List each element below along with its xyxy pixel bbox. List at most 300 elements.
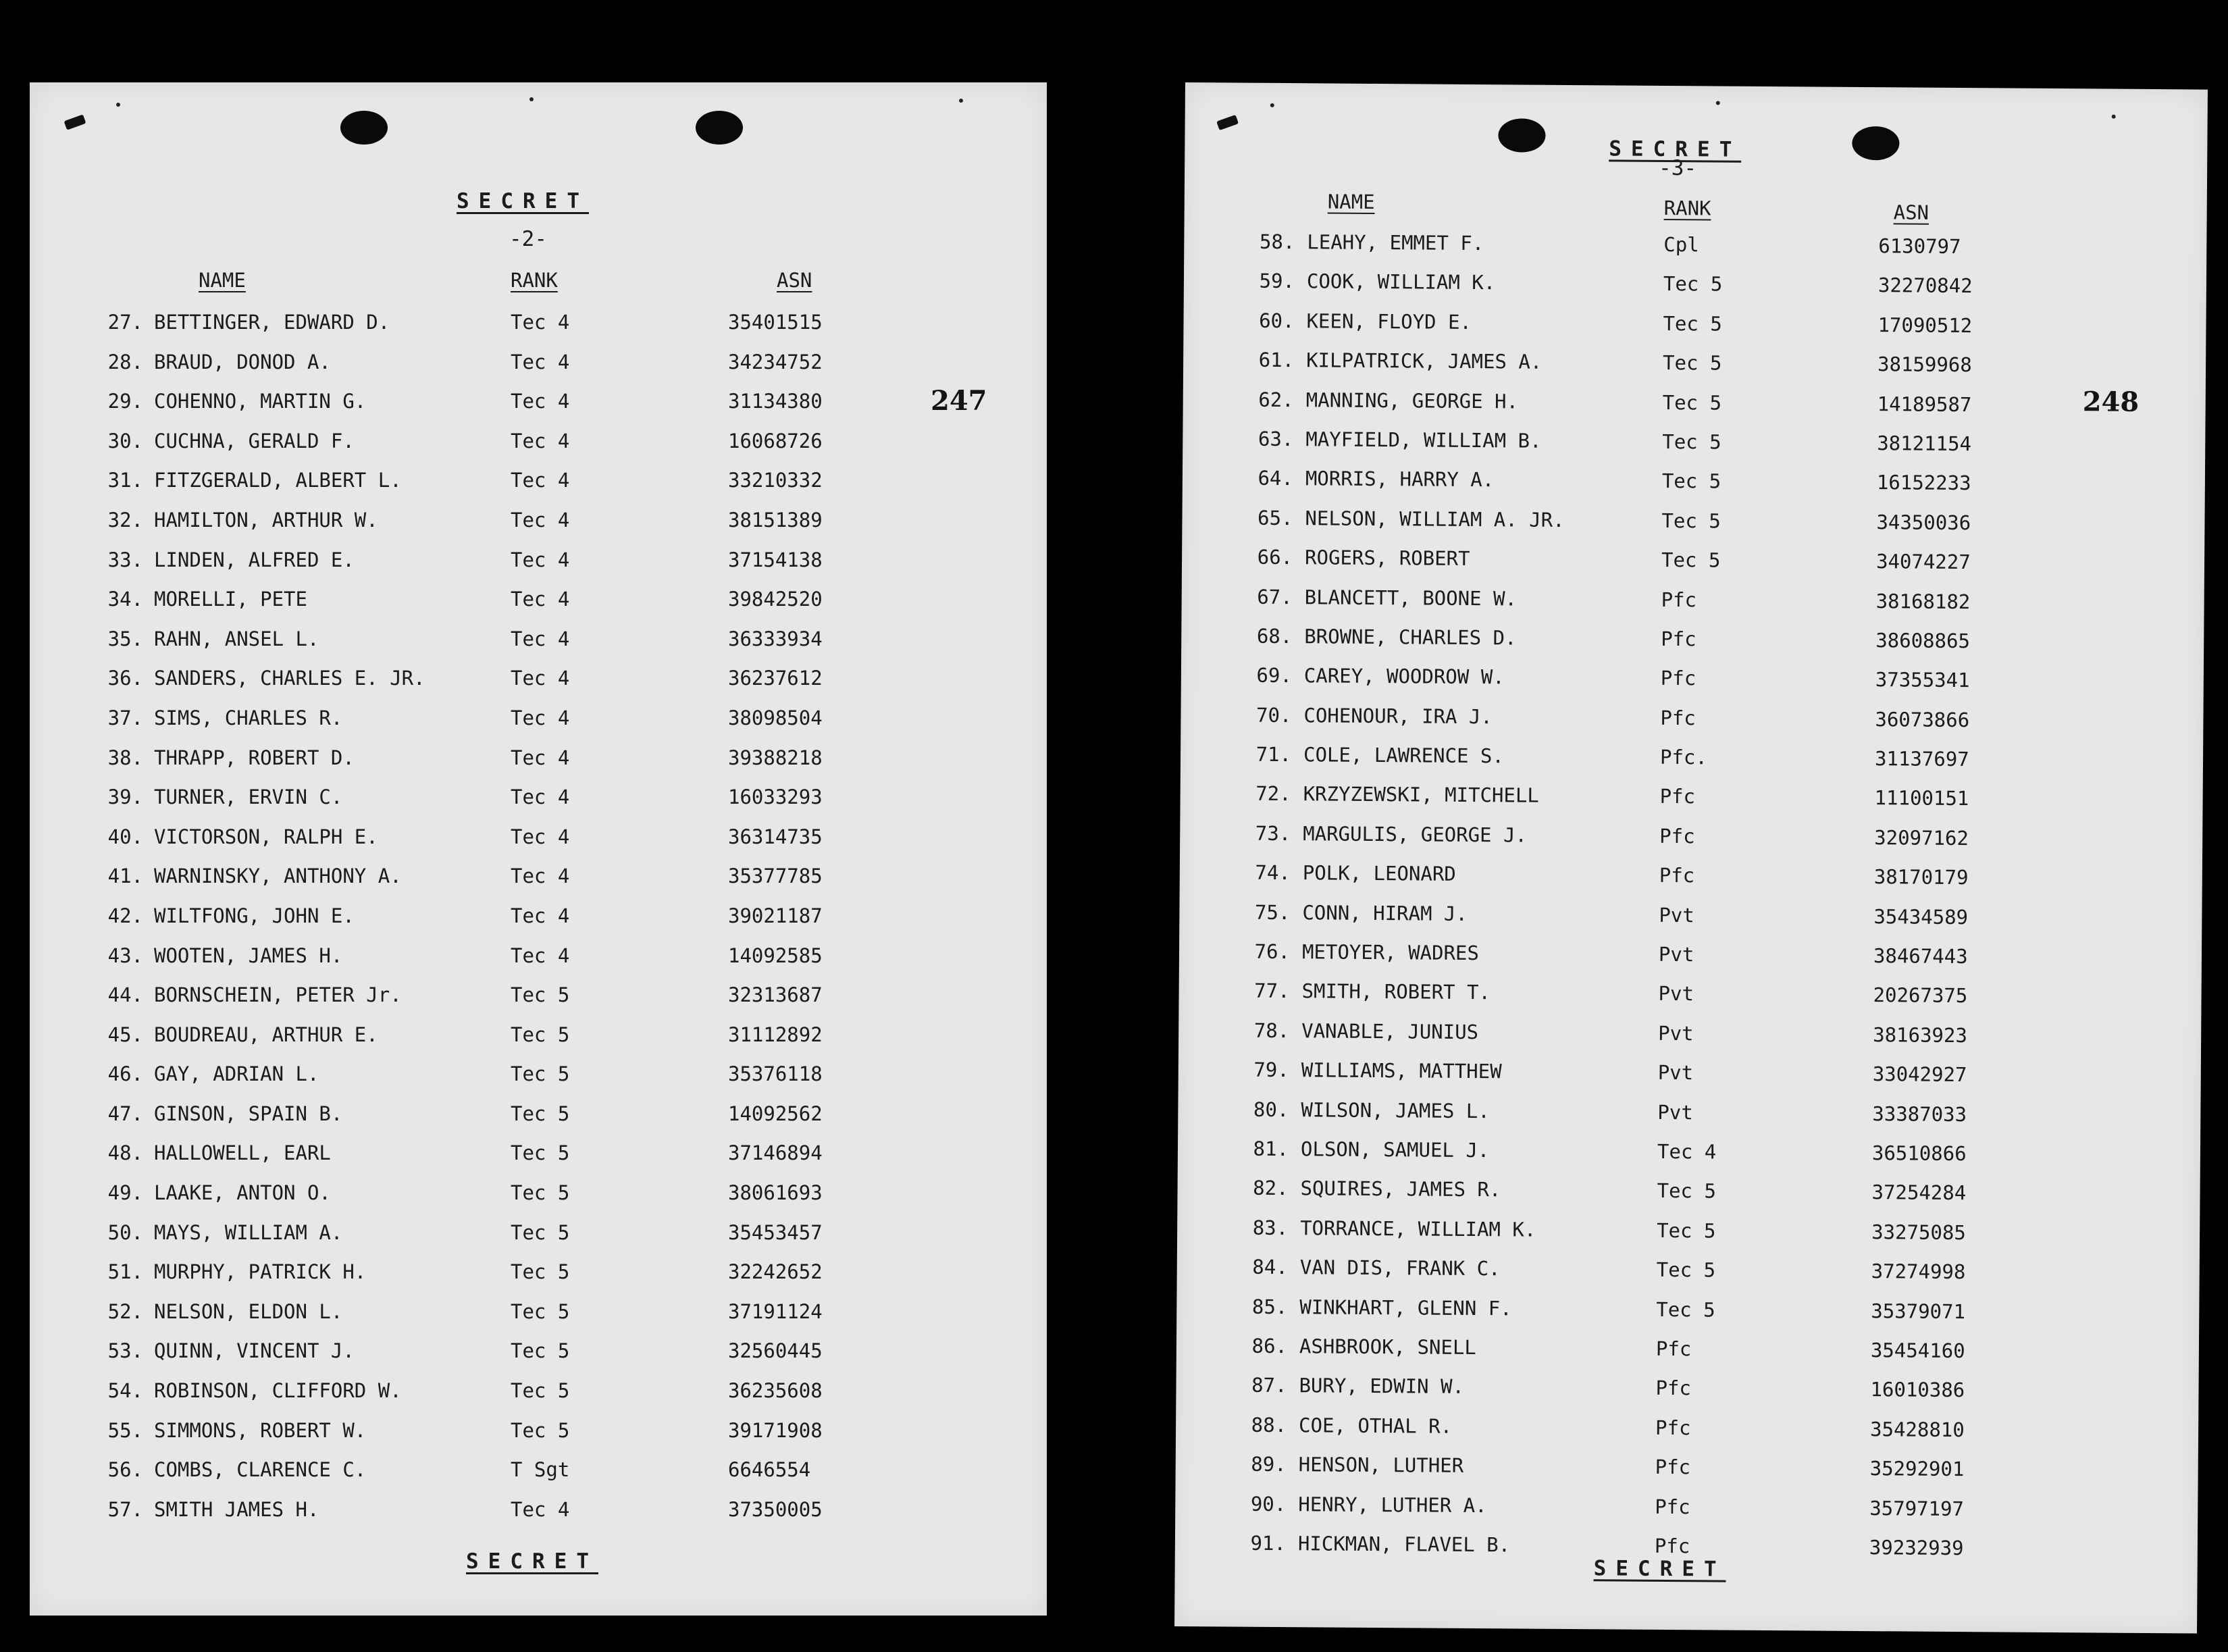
soldier-name: BRAUD, DONOD A. — [154, 350, 331, 373]
roster-number: 39. — [107, 785, 143, 809]
roster-row — [1183, 348, 2206, 394]
soldier-name: METOYER, WADRES — [1301, 940, 1480, 965]
roster-row — [30, 351, 1047, 390]
roster-row — [30, 1419, 1047, 1459]
roster-number: 29. — [107, 390, 143, 413]
soldier-name: MAYFIELD, WILLIAM B. — [1305, 428, 1542, 453]
soldier-asn: 39021187 — [728, 904, 823, 927]
roster-list — [1175, 230, 2207, 1578]
soldier-rank: Tec 5 — [1661, 469, 1721, 493]
soldier-rank: Tec 5 — [1657, 1218, 1716, 1243]
soldier-name: BETTINGER, EDWARD D. — [154, 311, 390, 334]
soldier-rank: Pfc — [1660, 667, 1696, 690]
soldier-rank: Tec 5 — [1661, 548, 1721, 572]
soldier-asn: 38170179 — [1873, 865, 1969, 889]
soldier-asn: 31112892 — [728, 1023, 823, 1046]
roster-row — [30, 548, 1047, 588]
soldier-name: BURY, EDWIN W. — [1299, 1374, 1465, 1399]
column-header-name: NAME — [199, 269, 246, 292]
soldier-asn: 16010386 — [1870, 1378, 1965, 1402]
page-number: -2- — [509, 227, 547, 251]
roster-row — [1179, 900, 2202, 947]
soldier-name: KEEN, FLOYD E. — [1306, 309, 1472, 334]
soldier-rank: Tec 5 — [1662, 430, 1721, 454]
soldier-rank: Tec 4 — [511, 667, 570, 690]
roster-row — [1183, 388, 2205, 434]
soldier-rank: Tec 5 — [1656, 1297, 1715, 1322]
roster-number: 45. — [107, 1023, 143, 1046]
soldier-name: THRAPP, ROBERT D. — [154, 746, 355, 769]
document-page-2 — [30, 82, 1047, 1616]
punch-hole-left — [340, 111, 388, 145]
soldier-asn: 37146894 — [728, 1141, 823, 1165]
soldier-name: ROBINSON, CLIFFORD W. — [154, 1379, 402, 1403]
roster-row — [30, 1181, 1047, 1221]
roster-row — [1176, 1373, 2198, 1420]
roster-list — [30, 311, 1047, 1537]
soldier-name: KILPATRICK, JAMES A. — [1306, 349, 1543, 373]
roster-row — [1181, 703, 2203, 750]
soldier-rank: Tec 4 — [511, 1497, 570, 1521]
soldier-asn: 35377785 — [728, 864, 823, 888]
roster-number: 30. — [107, 429, 143, 453]
roster-number: 70. — [1255, 703, 1292, 727]
roster-row — [30, 1300, 1047, 1340]
soldier-asn: 14189587 — [1877, 392, 1972, 416]
roster-row — [30, 1458, 1047, 1498]
roster-number: 37. — [107, 706, 143, 729]
soldier-asn: 38168182 — [1875, 589, 1971, 613]
roster-number: 64. — [1258, 467, 1294, 490]
soldier-name: COOK, WILLIAM K. — [1306, 269, 1496, 294]
soldier-rank: Pfc — [1654, 1534, 1690, 1558]
roster-row — [1177, 1216, 2200, 1262]
roster-number: 52. — [107, 1299, 143, 1323]
soldier-rank: Pvt — [1658, 982, 1694, 1006]
soldier-rank: Tec 5 — [511, 1260, 570, 1284]
soldier-name: NELSON, ELDON L. — [154, 1299, 343, 1323]
soldier-name: VANABLE, JUNIUS — [1301, 1019, 1479, 1043]
roster-row — [1176, 1295, 2199, 1341]
roster-row — [1184, 230, 2206, 276]
roster-number: 56. — [107, 1458, 143, 1482]
roster-row — [30, 430, 1047, 469]
roster-number: 89. — [1251, 1452, 1287, 1476]
soldier-asn: 39171908 — [728, 1418, 823, 1442]
soldier-asn: 31137697 — [1874, 747, 1969, 771]
soldier-asn: 16068726 — [728, 429, 823, 453]
soldier-asn: 35453457 — [728, 1220, 823, 1244]
soldier-rank: Tec 5 — [511, 1339, 570, 1363]
soldier-rank: Pfc — [1655, 1376, 1692, 1400]
roster-row — [1176, 1255, 2199, 1301]
roster-number: 77. — [1254, 979, 1290, 1003]
soldier-name: HENSON, LUTHER — [1298, 1453, 1464, 1478]
soldier-name: WILTFONG, JOHN E. — [154, 904, 355, 927]
roster-number: 86. — [1251, 1334, 1288, 1358]
soldier-name: MAYS, WILLIAM A. — [154, 1220, 343, 1244]
roster-row — [30, 904, 1047, 944]
roster-row — [1183, 466, 2205, 513]
soldier-asn: 14092585 — [728, 944, 823, 967]
soldier-name: MARGULIS, GEORGE J. — [1303, 822, 1528, 847]
soldier-rank: Tec 4 — [511, 864, 570, 888]
scan-marker — [1216, 115, 1239, 130]
soldier-name: CAREY, WOODROW W. — [1303, 664, 1505, 689]
soldier-rank: Tec 5 — [511, 1181, 570, 1205]
soldier-rank: Tec 5 — [511, 1023, 570, 1046]
roster-row — [1183, 427, 2205, 473]
soldier-asn: 38467443 — [1873, 944, 1968, 969]
soldier-name: LAAKE, ANTON O. — [154, 1181, 331, 1205]
roster-row — [1184, 269, 2206, 315]
roster-number: 40. — [107, 825, 143, 848]
soldier-asn: 35376118 — [728, 1062, 823, 1086]
soldier-rank: Pfc — [1659, 785, 1696, 808]
soldier-asn: 36237612 — [728, 667, 823, 690]
soldier-rank: Tec 5 — [511, 1220, 570, 1244]
soldier-asn: 37154138 — [728, 548, 823, 571]
soldier-rank: Pfc — [1661, 588, 1697, 611]
classification-header: SECRET — [1609, 136, 1742, 162]
soldier-rank: Pfc — [1655, 1455, 1691, 1479]
soldier-rank: Tec 4 — [511, 627, 570, 650]
soldier-rank: Tec 4 — [511, 746, 570, 769]
soldier-rank: Tec 4 — [511, 825, 570, 848]
stamp-number: 248 — [2082, 386, 2140, 418]
soldier-asn: 33275085 — [1871, 1220, 1966, 1244]
roster-number: 79. — [1253, 1058, 1289, 1082]
soldier-name: TURNER, ERVIN C. — [154, 785, 343, 809]
roster-row — [1178, 1137, 2200, 1183]
roster-row — [1181, 742, 2203, 789]
roster-row — [1176, 1334, 2199, 1380]
soldier-asn: 38098504 — [728, 706, 823, 729]
soldier-name: GINSON, SPAIN B. — [154, 1102, 343, 1125]
soldier-rank: Pfc — [1659, 864, 1695, 887]
paper-speck — [959, 99, 963, 103]
soldier-asn: 38061693 — [728, 1181, 823, 1205]
roster-row — [1182, 506, 2204, 552]
soldier-rank: Tec 4 — [511, 469, 570, 492]
soldier-rank: Pvt — [1658, 942, 1694, 966]
soldier-rank: Pfc — [1660, 706, 1696, 729]
soldier-asn: 36073866 — [1875, 707, 1970, 731]
roster-row — [30, 1498, 1047, 1538]
soldier-asn: 35292901 — [1869, 1457, 1965, 1481]
soldier-rank: Tec 4 — [511, 944, 570, 967]
soldier-asn: 16152233 — [1876, 471, 1971, 495]
roster-row — [1180, 821, 2202, 868]
roster-row — [30, 1339, 1047, 1379]
soldier-rank: Tec 5 — [1661, 509, 1721, 533]
soldier-rank: Cpl — [1663, 232, 1699, 257]
paper-speck — [1716, 101, 1720, 105]
soldier-asn: 36333934 — [728, 627, 823, 650]
soldier-rank: Pfc — [1655, 1337, 1692, 1361]
roster-row — [1183, 309, 2206, 355]
soldier-name: WILLIAMS, MATTHEW — [1301, 1058, 1502, 1083]
soldier-name: WARNINSKY, ANTHONY A. — [154, 864, 402, 888]
roster-number: 88. — [1251, 1413, 1287, 1437]
roster-number: 32. — [107, 508, 143, 532]
soldier-asn: 36314735 — [728, 825, 823, 848]
soldier-asn: 37254284 — [1871, 1181, 1967, 1205]
paper-speck — [1270, 103, 1274, 107]
soldier-name: QUINN, VINCENT J. — [154, 1339, 355, 1363]
roster-row — [30, 1023, 1047, 1063]
soldier-rank: Tec 4 — [511, 785, 570, 809]
soldier-name: BLANCETT, BOONE W. — [1304, 585, 1518, 610]
roster-number: 61. — [1258, 348, 1295, 372]
roster-number: 58. — [1259, 230, 1295, 254]
punch-hole-left — [1498, 118, 1545, 152]
soldier-asn: 20267375 — [1873, 983, 1968, 1008]
roster-number: 83. — [1252, 1216, 1289, 1239]
soldier-rank: Tec 5 — [511, 1062, 570, 1086]
soldier-rank: Tec 4 — [511, 350, 570, 373]
roster-number: 33. — [107, 548, 143, 571]
roster-row — [1178, 1058, 2201, 1104]
soldier-name: FITZGERALD, ALBERT L. — [154, 469, 402, 492]
soldier-name: WINKHART, GLENN F. — [1299, 1295, 1512, 1320]
soldier-asn: 11100151 — [1874, 786, 1969, 810]
roster-number: 55. — [107, 1418, 143, 1442]
roster-row — [1175, 1452, 2198, 1499]
roster-row — [1177, 1176, 2200, 1222]
roster-number: 54. — [107, 1379, 143, 1403]
soldier-name: NELSON, WILLIAM A. JR. — [1305, 506, 1565, 532]
soldier-rank: Tec 4 — [511, 390, 570, 413]
roster-number: 34. — [107, 588, 143, 611]
roster-number: 67. — [1257, 585, 1293, 609]
soldier-asn: 35454160 — [1870, 1339, 1965, 1363]
roster-number: 74. — [1255, 861, 1291, 885]
soldier-name: HENRY, LUTHER A. — [1298, 1492, 1487, 1517]
soldier-rank: Pvt — [1658, 1021, 1694, 1046]
roster-row — [1176, 1413, 2198, 1460]
soldier-name: WILSON, JAMES L. — [1301, 1098, 1490, 1122]
soldier-asn: 35428810 — [1869, 1417, 1965, 1441]
soldier-rank: Tec 4 — [511, 429, 570, 453]
roster-row — [30, 1141, 1047, 1181]
roster-number: 47. — [107, 1102, 143, 1125]
roster-number: 46. — [107, 1062, 143, 1086]
soldier-name: CUCHNA, GERALD F. — [154, 429, 355, 453]
soldier-name: HAMILTON, ARTHUR W. — [154, 508, 378, 532]
roster-number: 48. — [107, 1141, 143, 1165]
soldier-asn: 17090512 — [1877, 313, 1973, 337]
soldier-asn: 33387033 — [1872, 1102, 1967, 1126]
soldier-name: TORRANCE, WILLIAM K. — [1300, 1216, 1536, 1241]
roster-row — [30, 1379, 1047, 1419]
soldier-asn: 32242652 — [728, 1260, 823, 1284]
soldier-name: MORRIS, HARRY A. — [1305, 467, 1495, 492]
soldier-name: COE, OTHAL R. — [1299, 1413, 1453, 1438]
soldier-rank: Tec 4 — [511, 588, 570, 611]
classification-footer: SECRET — [1593, 1556, 1726, 1582]
soldier-asn: 33210332 — [728, 469, 823, 492]
soldier-asn: 36235608 — [728, 1379, 823, 1403]
roster-number: 49. — [107, 1181, 143, 1205]
soldier-asn: 37191124 — [728, 1299, 823, 1323]
soldier-name: MURPHY, PATRICK H. — [154, 1260, 367, 1284]
soldier-asn: 35401515 — [728, 311, 823, 334]
soldier-asn: 38121154 — [1877, 432, 1972, 456]
roster-number: 62. — [1258, 388, 1294, 411]
soldier-name: MORELLI, PETE — [154, 588, 307, 611]
roster-number: 71. — [1255, 742, 1292, 767]
roster-number: 66. — [1257, 545, 1293, 569]
paper-speck — [529, 97, 534, 101]
roster-row — [30, 944, 1047, 984]
soldier-name: HALLOWELL, EARL — [154, 1141, 331, 1165]
soldier-asn: 37355341 — [1875, 668, 1970, 692]
roster-row — [30, 627, 1047, 667]
column-header-asn: ASN — [1893, 201, 1929, 224]
soldier-rank: Pfc. — [1659, 746, 1708, 769]
soldier-rank: Tec 5 — [1662, 390, 1722, 415]
soldier-name: LEAHY, EMMET F. — [1307, 230, 1484, 255]
soldier-rank: Tec 5 — [1663, 272, 1723, 296]
soldier-asn: 32270842 — [1877, 274, 1973, 298]
roster-number: 90. — [1250, 1492, 1287, 1516]
roster-row — [30, 311, 1047, 351]
soldier-asn: 38151389 — [728, 508, 823, 532]
scan-marker — [64, 114, 86, 130]
roster-number: 69. — [1256, 664, 1292, 688]
roster-row — [30, 1062, 1047, 1102]
soldier-name: SIMS, CHARLES R. — [154, 706, 343, 729]
column-header-asn: ASN — [777, 269, 812, 292]
soldier-asn: 33042927 — [1872, 1062, 1967, 1087]
roster-number: 51. — [107, 1260, 143, 1284]
soldier-name: SQUIRES, JAMES R. — [1300, 1177, 1501, 1202]
roster-row — [1180, 781, 2202, 828]
roster-row — [30, 864, 1047, 904]
roster-row — [1181, 663, 2204, 710]
roster-row — [30, 1221, 1047, 1261]
soldier-name: KRZYZEWSKI, MITCHELL — [1303, 782, 1539, 808]
roster-row — [30, 390, 1047, 430]
punch-hole-right — [1852, 126, 1899, 160]
roster-number: 44. — [107, 983, 143, 1007]
soldier-name: POLK, LEONARD — [1302, 861, 1456, 886]
soldier-asn: 16033293 — [728, 785, 823, 809]
soldier-asn: 31134380 — [728, 390, 823, 413]
soldier-name: COHENNO, MARTIN G. — [154, 390, 367, 413]
soldier-asn: 37274998 — [1871, 1260, 1966, 1284]
roster-row — [1181, 584, 2204, 631]
roster-number: 27. — [107, 311, 143, 334]
roster-number: 60. — [1259, 309, 1295, 332]
roster-number: 38. — [107, 746, 143, 769]
soldier-asn: 34074227 — [1875, 550, 1971, 574]
punch-hole-right — [696, 111, 743, 145]
roster-row — [1178, 1018, 2201, 1065]
soldier-asn: 6646554 — [728, 1458, 811, 1482]
soldier-name: ROGERS, ROBERT — [1304, 546, 1470, 571]
classification-header: SECRET — [457, 189, 589, 213]
roster-number: 53. — [107, 1339, 143, 1363]
soldier-asn: 14092562 — [728, 1102, 823, 1125]
soldier-name: RAHN, ANSEL L. — [154, 627, 319, 650]
roster-number: 57. — [107, 1497, 143, 1521]
roster-number: 35. — [107, 627, 143, 650]
roster-number: 91. — [1250, 1531, 1287, 1555]
soldier-asn: 38159968 — [1877, 353, 1972, 377]
soldier-rank: Tec 4 — [511, 311, 570, 334]
roster-row — [1175, 1491, 2198, 1538]
soldier-rank: T Sgt — [511, 1458, 570, 1482]
soldier-name: MANNING, GEORGE H. — [1305, 388, 1519, 413]
soldier-name: CONN, HIRAM J. — [1302, 900, 1468, 925]
soldier-rank: Tec 5 — [1663, 311, 1722, 336]
soldier-rank: Pvt — [1657, 1100, 1693, 1124]
soldier-asn: 32097162 — [1874, 826, 1969, 850]
soldier-name: OLSON, SAMUEL J. — [1300, 1137, 1490, 1162]
soldier-rank: Pfc — [1661, 627, 1696, 651]
roster-number: 73. — [1255, 821, 1291, 845]
roster-row — [1180, 860, 2202, 907]
roster-number: 80. — [1253, 1098, 1289, 1121]
soldier-asn: 37350005 — [728, 1497, 823, 1521]
roster-number: 82. — [1253, 1177, 1289, 1200]
soldier-name: SMITH, ROBERT T. — [1301, 979, 1491, 1004]
soldier-rank: Tec 5 — [1657, 1179, 1716, 1203]
roster-number: 59. — [1259, 269, 1295, 293]
soldier-asn: 39842520 — [728, 588, 823, 611]
soldier-rank: Tec 4 — [511, 548, 570, 571]
roster-row — [30, 706, 1047, 746]
roster-number: 36. — [107, 667, 143, 690]
soldier-name: BROWNE, CHARLES D. — [1304, 625, 1517, 650]
soldier-rank: Pfc — [1659, 824, 1695, 848]
soldier-rank: Tec 5 — [1663, 351, 1722, 375]
soldier-rank: Tec 5 — [511, 983, 570, 1007]
roster-row — [30, 746, 1047, 786]
soldier-name: VAN DIS, FRANK C. — [1299, 1256, 1501, 1281]
soldier-asn: 6130797 — [1878, 234, 1961, 259]
soldier-rank: Tec 5 — [511, 1299, 570, 1323]
roster-row — [30, 785, 1047, 825]
soldier-name: LINDEN, ALFRED E. — [154, 548, 355, 571]
roster-number: 50. — [107, 1220, 143, 1244]
roster-number: 43. — [107, 944, 143, 967]
column-header-name: NAME — [1327, 190, 1375, 213]
soldier-name: GAY, ADRIAN L. — [154, 1062, 319, 1086]
roster-number: 42. — [107, 904, 143, 927]
roster-number: 81. — [1253, 1137, 1289, 1161]
roster-row — [1182, 545, 2204, 592]
soldier-asn: 38608865 — [1875, 629, 1971, 653]
roster-row — [1181, 624, 2204, 671]
stamp-number: 247 — [931, 385, 987, 417]
paper-speck — [116, 103, 120, 107]
roster-number: 87. — [1251, 1374, 1287, 1397]
soldier-name: HICKMAN, FLAVEL B. — [1297, 1532, 1511, 1557]
roster-row — [30, 588, 1047, 627]
document-page-3 — [1174, 82, 2208, 1634]
roster-row — [1178, 979, 2201, 1025]
paper-speck — [2112, 115, 2116, 119]
column-header-rank: RANK — [1663, 196, 1711, 220]
roster-number: 41. — [107, 864, 143, 888]
soldier-rank: Tec 4 — [511, 508, 570, 532]
soldier-rank: Pvt — [1659, 903, 1694, 927]
soldier-name: WOOTEN, JAMES H. — [154, 944, 343, 967]
roster-number: 63. — [1258, 427, 1294, 451]
